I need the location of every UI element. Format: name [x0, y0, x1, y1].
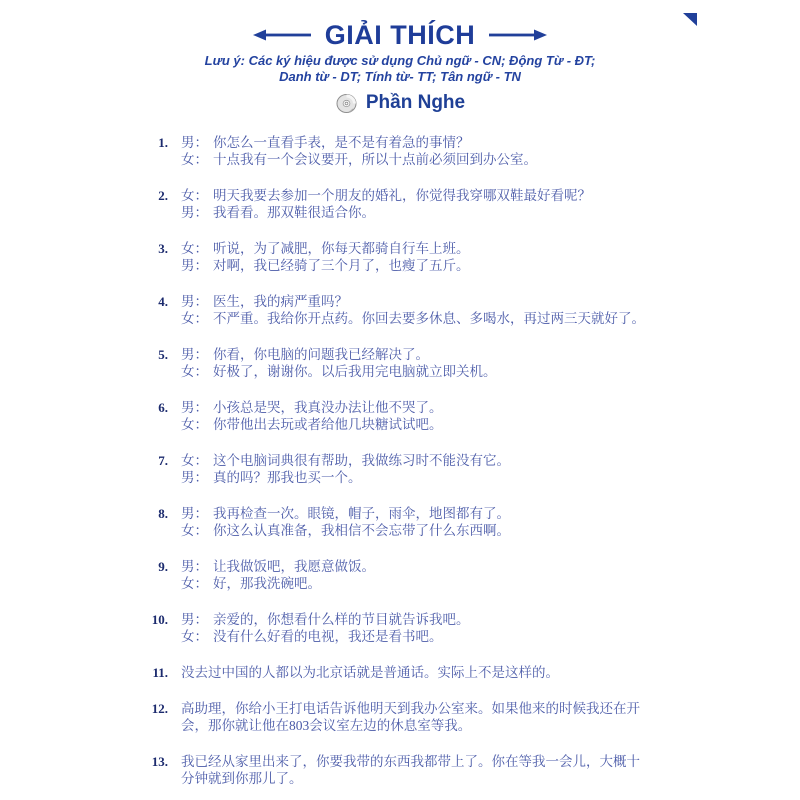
note-line-2: Danh từ - DT; Tính từ- TT; Tân ngữ - TN: [279, 69, 521, 84]
dialogue-line: [181, 575, 375, 592]
item-number: 4.: [158, 294, 168, 309]
item-number: 5.: [158, 347, 168, 362]
section-heading: [335, 92, 465, 114]
dialogue-line: [181, 628, 470, 645]
section-title: Phần Nghe: [365, 92, 466, 113]
line-text: 让我做饭吧，我愿意做饭。: [213, 559, 375, 574]
list-item: [140, 664, 710, 681]
line-text: 好极了，谢谢你。以后我用完电脑就立即关机。: [213, 364, 497, 379]
speaker-label: 女：: [181, 152, 208, 167]
speaker-label: 男：: [181, 135, 208, 150]
item-lines: [181, 700, 651, 734]
item-number: 3.: [158, 241, 168, 256]
item-lines: [181, 753, 651, 787]
paragraph-line: [181, 753, 651, 787]
item-number: 7.: [158, 453, 168, 468]
item-lines: [181, 187, 591, 221]
line-text: 你怎么一直看手表，是不是有着急的事情？: [213, 135, 470, 150]
line-text: 我已经从家里出来了，你要我带的东西我都带上了。你在等我一会儿，大概十分钟就到你那儿了。: [181, 754, 640, 786]
speaker-label: 男：: [181, 559, 208, 574]
speaker-label: 男：: [181, 400, 208, 415]
left-arrow-icon: [253, 28, 311, 42]
dialogue-line: [181, 558, 375, 575]
dialogue-line: [181, 399, 443, 416]
dialogue-line: [181, 134, 537, 151]
item-number: 8.: [158, 506, 168, 521]
list-item: [140, 187, 710, 221]
speaker-label: 男：: [181, 470, 208, 485]
speaker-label: 男：: [181, 258, 208, 273]
item-lines: [181, 558, 375, 592]
dialogue-line: [181, 416, 443, 433]
page-title: GIẢI THÍCH: [324, 20, 476, 50]
item-lines: [181, 399, 443, 433]
list-item: [140, 611, 710, 645]
line-text: 我看看。那双鞋很适合你。: [213, 205, 375, 220]
list-item: [140, 558, 710, 592]
list-item: [140, 700, 710, 734]
line-text: 听说，为了减肥，你每天都骑自行车上班。: [213, 241, 470, 256]
item-lines: [181, 134, 537, 168]
item-number: 11.: [152, 665, 168, 680]
item-lines: [181, 452, 510, 486]
speaker-label: 女：: [181, 417, 208, 432]
line-text: 十点我有一个会议要开，所以十点前必须回到办公室。: [213, 152, 537, 167]
list-item: [140, 753, 710, 787]
paragraph-line: [181, 664, 651, 681]
item-lines: [181, 664, 651, 681]
item-lines: [181, 505, 510, 539]
line-text: 你带他出去玩或者给他几块糖试试吧。: [213, 417, 443, 432]
dialogue-line: [181, 293, 645, 310]
speaker-label: 男：: [181, 294, 208, 309]
item-number: 2.: [158, 188, 168, 203]
line-text: 你这么认真准备，我相信不会忘带了什么东西啊。: [213, 523, 510, 538]
line-text: 我再检查一次。眼镜，帽子，雨伞，地图都有了。: [213, 506, 510, 521]
item-lines: [181, 346, 497, 380]
list-item: [140, 505, 710, 539]
line-text: 高助理，你给小王打电话告诉他明天到我办公室来。如果他来的时候我还在开会，那你就让他在803会议室左边的休息室等我。: [181, 701, 640, 733]
dialogue-line: [181, 522, 510, 539]
item-lines: [181, 240, 470, 274]
speaker-label: 女：: [181, 364, 208, 379]
speaker-label: 男：: [181, 506, 208, 521]
dialogue-line: [181, 310, 645, 327]
dialogue-line: [181, 469, 510, 486]
line-text: 好，那我洗碗吧。: [213, 576, 321, 591]
title-row: [253, 20, 548, 50]
item-number: 13.: [151, 754, 168, 769]
line-text: 你看，你电脑的问题我已经解决了。: [213, 347, 429, 362]
item-number: 9.: [158, 559, 168, 574]
item-number: 1.: [158, 135, 168, 150]
dialogue-line: [181, 505, 510, 522]
dialogue-line: [181, 151, 537, 168]
line-text: 明天我要去参加一个朋友的婚礼，你觉得我穿哪双鞋最好看呢？: [213, 188, 591, 203]
dialogue-line: [181, 187, 591, 204]
line-text: 亲爱的，你想看什么样的节目就告诉我吧。: [213, 612, 470, 627]
speaker-label: 女：: [181, 576, 208, 591]
list-item: [140, 452, 710, 486]
speaker-label: 女：: [181, 453, 208, 468]
speaker-label: 女：: [181, 629, 208, 644]
list-item: [140, 134, 710, 168]
dialogue-line: [181, 346, 497, 363]
page-header: [0, 20, 800, 119]
right-arrow-icon: [489, 28, 547, 42]
dialogue-line: [181, 240, 470, 257]
speaker-label: 女：: [181, 523, 208, 538]
dialogue-line: [181, 257, 470, 274]
speaker-label: 女：: [181, 311, 208, 326]
dialogue-line: [181, 611, 470, 628]
paragraph-line: [181, 700, 651, 734]
cd-icon: [335, 93, 360, 114]
dialogue-line: [181, 452, 510, 469]
line-text: 没去过中国的人都以为北京话就是普通话。实际上不是这样的。: [181, 665, 559, 680]
item-number: 6.: [158, 400, 168, 415]
item-lines: [181, 611, 470, 645]
line-text: 没有什么好看的电视，我还是看书吧。: [213, 629, 443, 644]
item-number: 10.: [151, 612, 168, 627]
line-text: 这个电脑词典很有帮助，我做练习时不能没有它。: [213, 453, 510, 468]
dialogue-line: [181, 363, 497, 380]
item-number: 12.: [151, 701, 168, 716]
line-text: 真的吗？那我也买一个。: [213, 470, 362, 485]
speaker-label: 女：: [181, 188, 208, 203]
line-text: 小孩总是哭，我真没办法让他不哭了。: [213, 400, 443, 415]
line-text: 不严重。我给你开点药。你回去要多休息、多喝水，再过两三天就好了。: [213, 311, 645, 326]
list-item: [140, 293, 710, 327]
line-text: 医生，我的病严重吗？: [213, 294, 348, 309]
line-text: 对啊，我已经骑了三个月了，也瘦了五斤。: [213, 258, 470, 273]
item-lines: [181, 293, 645, 327]
list-item: [140, 240, 710, 274]
list-item: [140, 346, 710, 380]
speaker-label: 男：: [181, 612, 208, 627]
speaker-label: 女：: [181, 241, 208, 256]
listening-list: [140, 134, 710, 800]
dialogue-line: [181, 204, 591, 221]
list-item: [140, 399, 710, 433]
note-line-1: Lưu ý: Các ký hiệu được sử dụng Chủ ngữ - CN; Động Từ - ĐT;: [204, 53, 596, 68]
speaker-label: 男：: [181, 347, 208, 362]
speaker-label: 男：: [181, 205, 208, 220]
